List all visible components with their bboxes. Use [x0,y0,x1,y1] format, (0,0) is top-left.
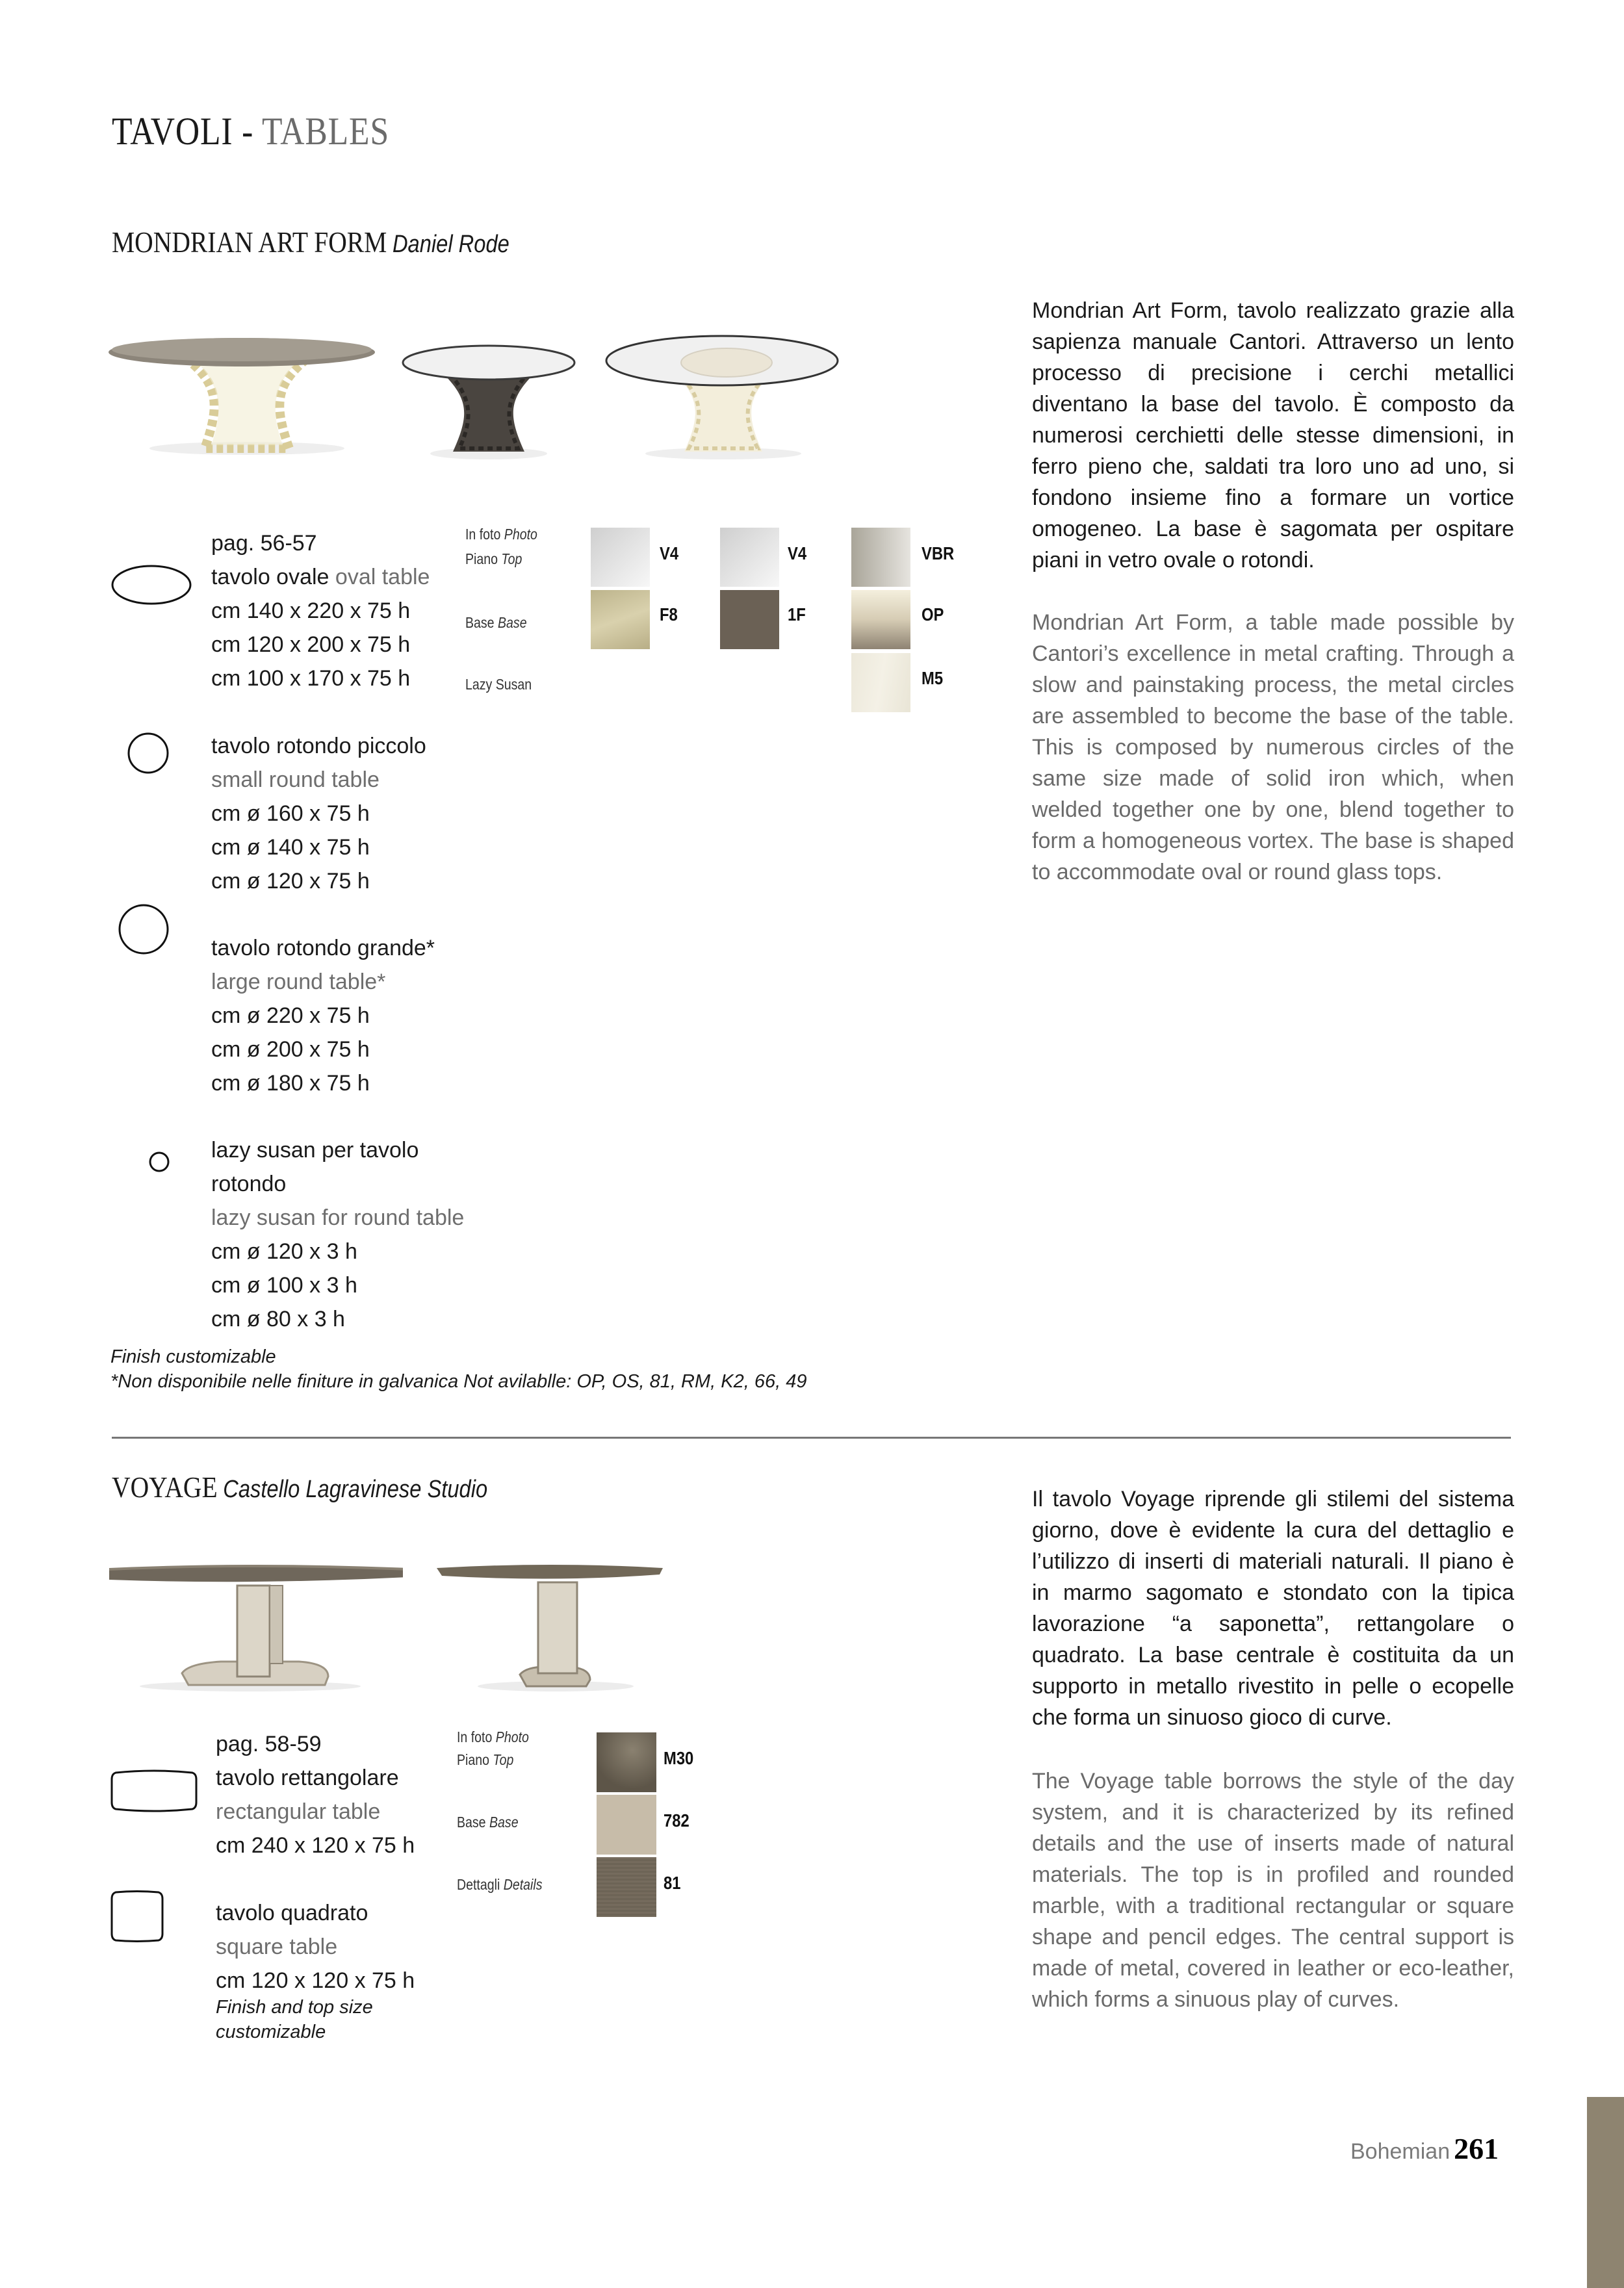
rounded-rectangle-shape-icon [109,1767,199,1814]
lazy-susan-circle-icon [148,1150,171,1174]
item-name-it: tavolo quadrato [216,1901,368,1925]
size: cm ø 200 x 75 h [211,1037,370,1062]
finish-swatch-v4 [591,528,650,587]
label-it: In foto [457,1729,493,1745]
finish-label-top [465,547,522,571]
finish-code: 782 [664,1810,690,1831]
finish-label-lazy-susan: Lazy Susan [465,676,532,693]
designer-name: Daniel Rode [392,231,509,258]
label-en: Top [501,550,522,567]
label-it: Piano [465,550,498,567]
finish-label-details [457,1873,542,1896]
item-name-it: rotondo [211,1172,287,1196]
size: cm ø 120 x 75 h [211,869,370,893]
label-it: Base [465,614,495,631]
note-line: customizable [216,2022,326,2042]
voyage-title [112,1470,487,1504]
item-name-it: tavolo rotondo piccolo [211,734,426,758]
item-name-en: lazy susan for round table [211,1205,465,1230]
large-round-table-lazy-susan-image [603,331,844,461]
item-name-en: oval table [335,565,430,589]
size: cm ø 160 x 75 h [211,801,370,826]
page-title-sub: TABLES [262,110,390,153]
item-name-it: tavolo rettangolare [216,1766,399,1790]
finish-swatch-1f [720,590,779,649]
page-title-main: TAVOLI - [112,110,263,153]
finish-swatch-vbr [851,528,910,587]
item-name-it: tavolo ovale [211,565,329,589]
finish-code: V4 [660,543,679,563]
item-name [211,560,430,594]
item-name-it: tavolo rotondo grande* [211,936,435,960]
footer-brand: Bohemian [1350,2139,1450,2164]
size: cm ø 100 x 3 h [211,1273,357,1298]
finish-swatch-m5 [851,653,910,712]
oval-shape-icon [109,562,194,608]
mondrian-spec-large-round [211,931,435,1100]
label-en: Photo [495,1729,529,1745]
label-en: Base [498,614,527,631]
finish-label-photo [465,522,537,546]
size: cm 120 x 200 x 75 h [211,632,411,657]
voyage-description-en: The Voyage table borrows the style of the day system, and it is characterized by its refined details and the use of inserts made of natural materials. The top is in profiled and rounded marble, with a traditional rectangular or square shape and pencil edges. The central support is made of metal, covered in leather or eco-leather, which forms a sinuous play of curves. [1032,1769,1514,2012]
finish-swatch-op [851,590,910,649]
size: cm 120 x 120 x 75 h [216,1968,415,1993]
voyage-customization-note [216,1995,373,2044]
finish-code: VBR [922,543,955,563]
note-line: Finish and top size [216,1997,373,2018]
page-number: 261 [1454,2132,1499,2165]
label-en: Base [489,1814,519,1831]
mondrian-spec-small-round [211,729,426,898]
availability-note: *Non disponibile nelle finiture in galvanica Not avilablle: OP, OS, 81, RM, K2, 66, 49 [110,1371,807,1392]
rectangular-table-image [104,1556,403,1693]
size: cm 100 x 170 x 75 h [211,666,411,691]
finish-label-top [457,1748,513,1771]
voyage-description-it: Il tavolo Voyage riprende gli stilemi del sistema giorno, dove è evidente la cura del dettaglio e l’utilizzo di inserti di materiali naturali. Il piano è in marmo sagomato e stondato con la tipica lavorazione “a saponetta”, rettangolare o quadrato. La base centrale è costituita da un supporto in metallo rivestito in pelle o ecopelle che forma un sinuoso gioco di curve. [1032,1487,1514,1730]
page-reference: pag. 56-57 [211,531,317,556]
label-it: Base [457,1814,486,1831]
finish-code: OP [922,604,944,624]
size: cm ø 220 x 75 h [211,1003,370,1028]
page-reference: pag. 58-59 [216,1732,322,1756]
page-title [112,109,389,154]
finish-swatch-m30 [597,1732,656,1792]
finish-swatch-782 [597,1795,656,1855]
section-side-tab [1587,2097,1624,2288]
mondrian-description-it: Mondrian Art Form, tavolo realizzato grazie alla sapienza manuale Cantori. Attraverso un lento processo di precisione i cerchi metallici diventano la base del tavolo. È composto da numerosi cerchietti delle stesse dimensioni, in ferro pieno che, saldati tra loro uno ad uno, si fondono insieme fino a formare un vortice omogeneo. La base è sagomata per ospitare piani in vetro ovale o rotondi. [1032,298,1514,572]
finish-note: Finish customizable [110,1346,276,1367]
item-name-it: lazy susan per tavolo [211,1138,419,1163]
small-round-table-dark-base-image [398,338,580,461]
page-footer [1350,2131,1499,2166]
voyage-spec-rectangular [216,1727,415,1862]
finish-label-base [457,1810,519,1834]
finish-swatch-v4 [720,528,779,587]
finish-code: V4 [788,543,807,563]
section-divider [112,1437,1511,1439]
finish-code: 1F [788,604,806,624]
size: cm ø 140 x 75 h [211,835,370,860]
finish-label-base [465,611,527,634]
large-circle-shape-icon [118,903,170,955]
label-en: Details [503,1876,543,1893]
mondrian-spec-oval [211,526,430,695]
size: cm ø 120 x 3 h [211,1239,357,1264]
finish-code: 81 [664,1873,681,1893]
voyage-spec-square [216,1896,415,1998]
finish-code: M30 [664,1748,694,1768]
finish-code: M5 [922,668,944,688]
finish-swatch-f8 [591,590,650,649]
product-name: MONDRIAN ART FORM [112,225,387,259]
oval-table-gold-base-image [107,325,387,455]
item-name-en: small round table [211,767,380,792]
rounded-square-shape-icon [109,1890,168,1943]
label-it: Dettagli [457,1876,500,1893]
item-name-en: large round table* [211,970,386,994]
finish-swatch-81 [597,1857,656,1917]
size: cm ø 180 x 75 h [211,1071,370,1096]
label-it: Piano [457,1751,490,1768]
item-name-en: square table [216,1935,338,1959]
finish-code: F8 [660,604,678,624]
finish-label-photo [457,1725,529,1749]
size: cm ø 80 x 3 h [211,1307,345,1331]
small-circle-shape-icon [126,731,170,775]
label-en: Top [493,1751,514,1768]
square-table-image [435,1556,676,1693]
item-name-en: rectangular table [216,1799,381,1824]
mondrian-spec-lazy-susan [211,1133,464,1336]
mondrian-description-en: Mondrian Art Form, a table made possible by Cantori’s excellence in metal crafting. Through a slow and painstaking process, the metal circles are assembled to become the base of the table. This is composed by numerous circles of the same size made of solid iron which, when welded together one by one, blend together to form a homogeneous vortex. The base is shaped to accommodate oval or round glass tops. [1032,610,1514,884]
designer-name: Castello Lagravinese Studio [223,1476,488,1503]
product-name: VOYAGE [112,1471,218,1504]
mondrian-title [112,225,509,259]
label-en: Photo [504,526,537,543]
label-it: In foto [465,526,501,543]
size: cm 240 x 120 x 75 h [216,1833,415,1858]
size: cm 140 x 220 x 75 h [211,598,411,623]
